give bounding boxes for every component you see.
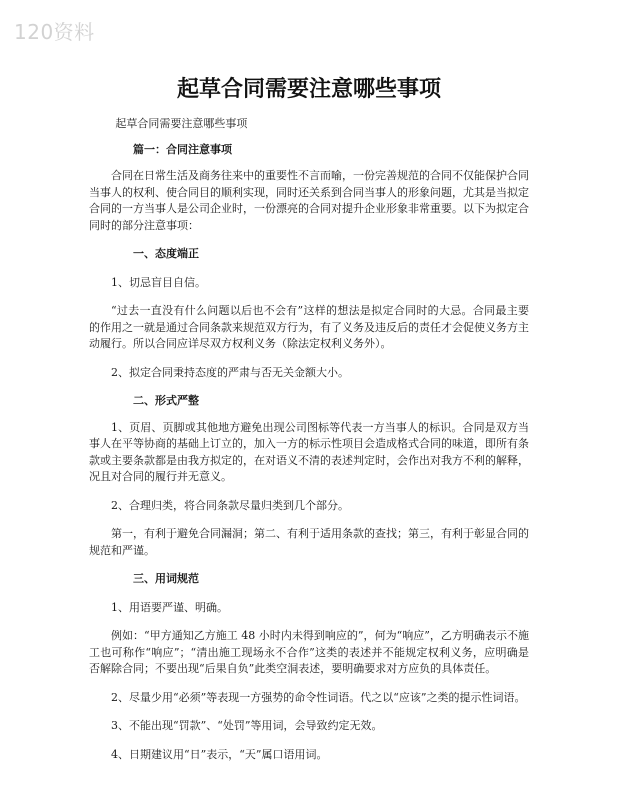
paragraph: 4、日期建议用“日”表示，“天”属口语用词。 xyxy=(111,747,328,761)
section-heading-format: 二、形式严整 xyxy=(133,394,199,407)
paragraph: 1、页眉、页脚或其他地方避免出现公司图标等代表一方当事人的标识。合同是双方当事人在平等协商的基础上订立的，加入一方的标示性项目会造成格式合同的味道，即所有条款或主要条款都是由我方拟定的，在对语义不清的表述判定时，会作出对我方不利的解释，况且对合同的履行并无意义。 xyxy=(89,420,529,483)
section-heading-attitude: 一、态度端正 xyxy=(133,247,199,260)
paragraph: 例如：“甲方通知乙方施工 48 小时内未得到响应的”，何为“响应”，乙方明确表示不施工也可称作“响应”；“清出施工现场永不合作”这类的表述并不能规定权利义务，应明确是否解除合同；不要出现“后果自负”此类空洞表述，要明确要求对方应负的具体责任。 xyxy=(89,629,529,675)
document-body xyxy=(89,116,529,763)
watermark-logo: 120资料 xyxy=(14,20,95,44)
document-subtitle: 起草合同需要注意哪些事项 xyxy=(115,117,248,130)
document-title: 起草合同需要注意哪些事项 xyxy=(176,77,441,102)
paragraph: 1、用语要严谨、明确。 xyxy=(111,600,228,614)
paragraph: 第一，有利于避免合同漏洞；第二、有利于适用条款的查找；第三，有利于彰显合同的规范和严谨。 xyxy=(89,527,529,557)
paragraph: 2、尽量少用“必须”等表现一方强势的命令性词语。代之以“应该”之类的提示性词语。 xyxy=(111,690,526,704)
paragraph: 2、拟定合同秉持态度的严肃与否无关金额大小。 xyxy=(111,365,349,379)
paragraph: 2、合理归类，将合同条款尽量归类到几个部分。 xyxy=(111,498,349,512)
paragraph: “过去一直没有什么问题以后也不会有”这样的想法是拟定合同时的大忌。合同最主要的作用之一就是通过合同条款来规范双方行为，有了义务及违反后的责任才会促使义务方主动履行。所以合同应详尽双方权利义务（除法定权利义务外）。 xyxy=(89,304,529,350)
paragraph: 3、不能出现“罚款”、“处罚”等用词，会导致约定无效。 xyxy=(111,719,383,732)
intro-paragraph: 合同在日常生活及商务往来中的重要性不言而喻，一份完善规范的合同不仅能保护合同当事人的权利、使合同目的顺利实现，同时还关系到合同当事人的形象问题，尤其是当拟定合同的一方当事人是公司企业时，一份漂亮的合同对提升企业形象非常重要。以下为拟定合同时的部分注意事项： xyxy=(89,169,529,232)
section-heading-wording: 三、用词规范 xyxy=(133,572,199,585)
paragraph: 1、切忌盲目自信。 xyxy=(111,275,206,289)
part-heading: 篇一：合同注意事项 xyxy=(133,142,232,156)
